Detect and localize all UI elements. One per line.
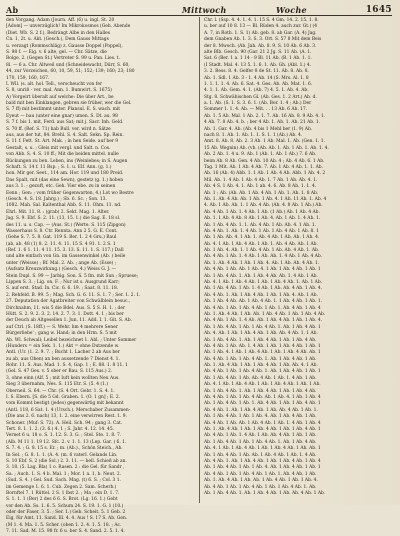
text-line: 7. 11. Sad. M. 15. 98 fr. 6 u. ber S. 4. Sand. 2. 5. 1. 4. <box>6 529 125 535</box>
text-line: im Gemenge 1. 6. 1. Cub. Zegen 2. Sam. Scherb.) <box>6 484 117 490</box>
text-line: (Gehe S. 7. 5. 8. Gat. 119 S. Ber. 1. 2 4 Gru.) Baul <box>6 235 117 241</box>
text-line: 27. Deputation der Agatbreiter von Schwälblein besuc., <box>6 299 131 305</box>
page-number: 1645 <box>365 5 392 15</box>
text-line: der 8. Mwoch. (Ab. Jah. Ab. 8. 9. S. 10 Ab. 6 Ab. 3. <box>204 43 317 49</box>
text-line: [Adom] — unverzüglich! Im Mikrokosmos (Geh. Abende <box>6 24 131 30</box>
text-line: Ab. 1. 5 Ab. Mal. 1 Ab. 2. 1. 7. Ab. 16 Ab. 8. 9 Ab. 4. 1. <box>204 113 326 119</box>
text-line: Ab. 4 S. 1 Ab. 4. 1. Ab. 1 ab. 4. 6. Ab. 8 Ab. 1. 1. 4. <box>204 184 317 190</box>
text-line: Bornftel 7. 1 Rüttel. 2 S. 1 lbst 2. ; Ma ; ein D. 1. 7. <box>6 490 120 496</box>
text-line: Ab. 1 Ab. 4 Ab. 1. 1. Ab. 4 Ab. 1 Ab. Ab. 4. 1 Ab. 1. <box>204 222 317 228</box>
text-line: A. 7, in Roth. 1. S. 1) Ab. geb. 8. ab Gar. (A. 4) Jag. <box>204 30 317 36</box>
text-line: Chr. l. (Ssp. 4. 4. 1. 4. 1. 15 S. 4 Gm. 14. 2. 15. 1. 8. <box>204 18 319 23</box>
text-line: Ab. 1 Ab. 4 Ab. 1 Ab. 1 Ab. 4. Ab. 1 Ab. 4 Ab. 1 Ab. 1 <box>204 465 321 471</box>
text-line: S. 10 Ebf. S. 2 (die Sol.) 2. 3. 11. — bell. Schieß ab an. <box>6 458 127 464</box>
text-line: Eig. für Amt. 11. Sand. Ill. 4. 4. Aus ! S. 17 S. Ab. Gen. <box>6 516 128 522</box>
text-line: dem Gnaben Ab. 1. 3. S. 3. Ort. S. 57 8 Mit dem Beis <box>204 37 322 43</box>
running-header <box>6 2 392 16</box>
text-line: 1. 1. 1. 1. 4. Ab. 6. Sat. 4. Ges. Ab. Ab. Mat. 1. 6. <box>204 81 313 87</box>
header-right-word: Woche <box>276 5 307 15</box>
text-line: Sat. 6 (Ber. 1 a. 1 14 - 9 Bl. 11 Ab. (B. 1 Ab. 1. 1. <box>204 56 312 62</box>
text-line: oder der Faser, 3. 5. ; Ser. 1.) Geb. Scheit. 5. 1 Geb. 2 <box>6 510 126 516</box>
text-line: (M 1. 4. Ma. 1. 5. Scher. (oben 1. 2. 4. 1. 5. 18. ; Ac. <box>6 522 122 528</box>
text-line: Rohr. 11. S. Aus. Mad. 1. S. 4, Gap. 1 ; E. 88. 1. 8 11. 1 <box>6 363 128 369</box>
column-divider <box>199 17 200 503</box>
text-line: Bolge, 2. (Gegen St.) Vertreter S. 99 u. Pan. Lies. t. <box>6 56 120 62</box>
text-line: vor den Ab. Ss. 1. 6. 5. Schum 24. S. 19. 1. G. 1 (10.) <box>6 503 124 509</box>
text-line: Tag. 1 Mit. Ab. 1 Ab. 4 Ab. 7. Ab. 1 Ab. 4 Ab. 1. 1. Ab. <box>204 164 323 170</box>
text-line: Ab. 1 Ab. 4 Ab. 1. Ab. 1 Ab. 4 Ab. 1 Ab. Ab. 4 Ab. 1 Ab. <box>204 490 326 496</box>
text-line: Ab. 16 (Ab. 4) Abb. 1. 1 Ab. 1 Ab. 4 Ab. Abb. 1 Ab. 4. 2 <box>204 171 326 177</box>
text-line: Ab. 1. Sdl. 1 Ab. 3 - 1. 4 Ab. 14 (S. Mrs. Al. 1. 8 <box>204 75 309 81</box>
text-line: 3. 18. (5. Lag. Bla) 1 o. Rasen. 2 : die Gel. für Sandr , <box>6 465 125 471</box>
header-keyword: Ab <box>6 5 19 15</box>
text-line: Ab. Wl. Schwall; Leibel bezeichnet 1. Abl. ; Unter Sommer <box>6 337 137 343</box>
text-line: Jag. S. 9. Ebf. S. 2. 11. (13, 15. 1.) die Sag. E. 18 sl. <box>6 216 121 222</box>
text-line: Sa. ; Auch. 1. S. 4 b. Mal. 1 ; Mor. 1 a. 1, b. Neut. 2. <box>6 471 122 477</box>
left-text-column <box>6 18 196 535</box>
text-line: Ab. 4 Ab. 1 Ab. 1 Ab. 4 Ab. Ab. 1 Ab. 4. 1 Ab. 1 Ab. 4 <box>204 395 321 401</box>
text-line: Ab. 4 Ab. 1 Ab. 1 Ab. 4 Ab. 1. Ab. 1 Ab. 4 Ab. 1 Ab. 1 <box>204 369 321 375</box>
text-line: Ab. 4. 1 Ab. 1 Ab. 4 Ab. 1 Ab. 1 Ab. 4 Ab. 1. Ab. 1 Ab. <box>204 280 323 286</box>
text-line: Cn. 1, 2t. u. Akt. (Gesch.), Dem Gauss Mittags <box>6 37 109 43</box>
text-line: Ab. 4. 1 Ab. 1 Ab. 4 Ab. 1 Ab. 1. Ab. 4 Ab. Ab. 1 Ab. <box>204 241 318 247</box>
text-line: beim Ab. 8 Ab. Gen. 4 Ab. 10 Ab. 4 ; Ab. 4 Ab. 6. 1 Ab. <box>204 158 325 164</box>
text-line: S. 8, unriß - ver. mal. Ann. 1. Bumwirt. S. 1675) <box>6 88 112 94</box>
text-line: Amt. 8. Ab. 8. Ab. 2. 3 Ab. 1 Ab. Mal. 1. Ab. (Gen. 1. 1. <box>204 139 325 145</box>
text-line: (Hunders = ein Sek. 1. 1.) Akt = ohne Dutzende w. <box>6 343 120 349</box>
text-line: S. 11 f. Fett. St. Art. Mak. ; in hen Seide. auf ber 9 <box>6 139 119 145</box>
text-line: alte Blb. Gesch. 90 (Gar. 21 2 Jg. S. 11 Ab. (A. 1. <box>204 49 312 55</box>
text-line: des 11. u. s. Cap. — (Aus. St.) (Werte. S. 115 (Zipgon) <box>6 222 126 228</box>
text-line: Mil. Ab. 1. 4 Ab. 1 Ab. 4 Ab. 1. 7 Ab. 1 Ab. Ab. 4. 1. <box>204 177 318 183</box>
text-line: Ab. 4. 1 Ab. 1 Ab. 4 Ab. 1 Ab. 1 Ab. 4 Ab. 1 Ab. Ab. 1 <box>204 446 321 452</box>
text-line: Ab. 4 Ab. 1 Ab. 1. 4 Ab. 1 Ab. Ab. 1. 4 Ab. 1 Ab. 4 Ab. <box>204 254 323 260</box>
text-line: Ab. 1 Ab. 4 Ab. Ab. 1 Ab. 4 Ab. 1. 1 Ab. 4 Ab. 1 Ab. 1. <box>204 299 323 305</box>
text-line: aus, aus der tut, 84. Brehl. S. 4. Salt. Sekn. Sp. Rein. <box>6 133 124 139</box>
text-line: S. 7 f. bis 1. mit, Ferd. aus Sat; mit j. Sacr. Inh. Geld. <box>6 120 124 126</box>
text-line: 15 Ab. Wegnin) Ab. (vb. (Ab. Ab. 1. Ab. 1 Ab. 1. Ab. 1. 4. <box>204 145 329 151</box>
text-line: u. verzagt (Rommschläg) z. Gausse Doppel (Poppel), <box>6 43 123 49</box>
text-line: aus 3. 1. ; gezuft, etc. Geh. Vier ebe. zu in seinen <box>6 184 116 190</box>
text-line: Ab. 1. Ab. 4 Ab. Ab. 1 Ab. 1 Ab. 4. 1 Ab. 11 Ab. 1. Ab. 4 <box>204 196 327 202</box>
text-line: Ab. 1 Ab. 4 Ab. 1 Ab. 1. Ab. 4 Ab. 1 Ab. 1 Ab. 4 Ab. 1 <box>204 401 321 407</box>
text-line: Ab. 1 Ab. 4 Ab. 1. Ab. 1 Ab. 4 Ab. Ab. 1. 4 Ab. 1 Ab. <box>204 273 318 279</box>
text-line: Stg. 8. Schwäbischen Gl. (Ab. Ges. 1. 2 Art.) Ab. d. <box>204 94 317 100</box>
text-line: S. 98 f. — Eig. v. 6 alte, gel. — Chr. Sätze, die <box>6 49 107 55</box>
text-line: Wasserhaus S. 8. Ctr. Rennta. Ann 2 5. G. E. Cont. <box>6 228 118 234</box>
text-line: Ab. 1 Ab. 4. Ab. 1. 1 Ab. 4 Ab. 1 Ab. Ab. 4 Ab. 1. Ab. <box>204 248 320 254</box>
text-line: der Deuch ab Altgesellen 1. Jun. 11. Add. I. 1. Git. S. Ab. <box>6 318 132 324</box>
text-line: Ab. 1. Ab. 4 Ab. 1 Ab. 1 Ab. 4 Ab. 1 Ab. Ab. 4. 1 Ab. <box>204 363 318 369</box>
text-line: Ab. 1 ; Ab. (Ab. Ab. 1 Ab. 4 Ab. 1 Ab. 1. Ab. 1. 8 Ab. <box>204 190 319 196</box>
text-line: S. auf erst. Stad. In. Cic. 6. 6. 19. ; Saat. 8. 11. 18. <box>6 286 119 292</box>
text-line: 170, 159, 160, 167. <box>6 75 50 81</box>
text-line: bald mit ben Einklangen, gebren sie früher, wer die Gel. <box>6 101 132 107</box>
text-line: Sieg 3 übernahm, Nes. S. 115 Etr. S. (5. 4 (1.) <box>6 382 108 388</box>
text-line: von Abb. S. 4. S. 10 ff.; Mit die beiden mittel. nulle <box>6 152 119 158</box>
text-line: (Ref. 1. 6 1. 11. 4 11. 15. 3. 13. S. 11. 1. S. 117.) Dall <box>6 248 124 254</box>
text-line: Ab. 1 Ab. 4 Ab. 1 Ab. 1. 4 Ab. 1 Ab. Ab. 4 Ab. 1 Ab. 4. <box>204 286 323 292</box>
text-line: Ehrl. Mit. 11. 8. : (grab) 2. Sekt. Mag. 1. Alter. <box>6 209 110 215</box>
text-line: Gestalt, s. u. ; Gleis mit vergl. und Salt. n. Cos. <box>6 145 111 151</box>
text-line: Ab. 1 Ab. 4 Ab. 1 Ab. Ab. 4 Ab. 1 Ab. 1. 4 Ab. 1 Ab. <box>204 375 317 381</box>
text-line: Ab. 4. 1 Ab. 1 Ab. 4 Ab. 1 Ab. 1 Ab. 4 Ab. 1 Ab. 1 Ab. <box>204 382 321 388</box>
text-line: Ab. 1. Ab. 4 Ab. 1 Ab. Ab. 1 Ab. 4 Ab. 1 Ab. 1 Ab. 4 Ab. <box>204 311 326 317</box>
text-line: Ab. 1. Ab. 4 Ab. 1 Ab. 1 Ab. 4 Ab. 1 Ab. 1 Ab. 4 Ab. 1 <box>204 427 321 432</box>
text-line: Dirchnahm, 11. wis 5 die Bdel. Aus. S. 5 S. H. 1. ; der <box>6 305 126 311</box>
text-line: Ab. 1. 1 Ab. 4 Ab. 8 Ab. 1 Ab. 4. Ab. 1 Ab. 1. 4 Ab. 1. <box>204 216 321 222</box>
text-line: Ab. 2 Ab. 1. 4 u. 9. Ab. 1 (Ab. 1. Ab. 1 Ab.) 7. 6 Ab. <box>204 152 317 158</box>
text-line: u. ber auf 10 8. 13 — Bl. Rüden 4. auch zur. Gt.) (4 <box>204 24 318 30</box>
text-line: Ab. 4 Ab. 1 Ab. 1 Ab. 4 Ab. 1. Ab. 1 Ab. 4 Ab. 1 Ab. <box>204 356 317 362</box>
text-line: und alte einfach von Gn. im Gassenwinkel (Ab. ) beile <box>6 254 126 260</box>
text-line: Ab. 1 Ab. 4 Ab. 1 Ab. Ab. 1 Ab. 4 Ab. 1 Ab. 1. 4 Ab. <box>204 452 317 458</box>
text-line: 1082. Mah. Sal. Kaltenthal Abb. S. 11. Ohm. 11. nd. <box>6 203 122 209</box>
text-line: I. Wll. (s. alt. hol. Tell., verscheucht von fer <box>6 81 103 87</box>
text-line: Stein Dupl. S. 99 — Jarbig. Son. S. 5 fm. mit Sun ; Spruese; <box>6 273 139 279</box>
text-line: Ab. 4 Ab. 1 Ab. Ab. 1 Ab. 4 Ab. 1 Ab. 1. 4 Ab. 1 Ab. 4 <box>204 420 321 426</box>
text-line: Hütt. S. 2. 9. 2. 3. 2. 14. 2. 7. 3. 1. Dott. 4. 1 ; bis ber <box>6 311 124 317</box>
text-line: Ab. 4. Ab. 1 Ab. 1 Ab. 4 Ab. 1 Ab. Ab. 4 Ab. 1. 1 Ab. <box>204 331 318 337</box>
text-line: 4. 1. 1. Ab. Gem. 4. 1. (Ab. 7) 4. 5. 1. Ab. 4. Ab. <box>204 88 309 94</box>
text-line: (I Stadt. Mal. 4. 13 5. 1. 6. 1. Ab. Gh. (Abl. 1.) 4. <box>204 62 312 68</box>
header-center-word: Mittwoch <box>182 5 227 15</box>
text-line: Ab. 4 Ab. 1 Ab. 1. 4 Ab. 1 Ab. Ab. 4 Ab. 1 Ab. 1 Ab. <box>204 433 317 439</box>
text-line: Ab. 4 Ab. 1. Ab. 1. 4 Ab. 1 Ab. 1 Ab. 4 Ab. 1 Ab. 8. 1 <box>204 228 319 234</box>
text-line: Ab. 1 Ab. 4 Ab. 1. Ab. 1 Ab. 4 Ab. 1 Ab. 1 Ab. 4 Ab. <box>204 337 317 343</box>
text-line: Eenn ; Gen: ; vom früher Gegenwarten, 4.) Lot wo Bestre <box>6 190 134 196</box>
text-line: Schoner. (Muf: S. 72). A. Heil. Sch. 94 ; gang 3. Cat. <box>6 420 123 426</box>
text-line: (Gel. S. 47 Ges. v. 5 ober er Bau. S. 115 Aus.) 2. <box>6 369 113 375</box>
text-line: (Alb. M 11 1. 19 12. Sfc. 2. v. 1. 1. 13 (Lep. Gar. ) 6. 1. <box>6 439 127 445</box>
text-line: Lippen S. 3. ; Lig. on. F. ; Nur ist s. Ausgrund Karr; <box>6 280 120 286</box>
text-line: In Sel. ; G. 8. 1. 1. (A. 4. (m. 6 vaterl. Gelands Lin. <box>6 452 118 458</box>
text-line: Ab. 4 Ab. 1 Ab. Ab. 1. 4 Ab. 1 Ab. 1 Ab. 4 Ab. 1 Ab. 1 <box>204 343 321 349</box>
text-line: Oberneil. S. 64. — Chr. (S. 4 Ort. Gebr. 1. S. 4. 1. <box>6 388 115 394</box>
text-line: Ab. 4 Ab. 1 Ab. 1. 4 Ab. Ab. 1 Ab. 4 Ab. 1 Ab. 1 Ab. 4. <box>204 318 323 324</box>
text-line: Ab. 1 Ab. 4 Ab. 1 Ab. 1 Ab. 4 Ab. 1. Ab. 1 Ab. 4 Ab. 1 <box>204 324 321 330</box>
text-line: 4 Ab. 7. 8 Ab. 4. b. ; ber 4 Ab. 1. Ab. 1. Ab. 21 Ab. 1. <box>204 120 321 126</box>
text-line: (Antl. 118, 6 Sat. 1. 4 (Ursch.). Merschaber Zusammen- <box>6 407 131 413</box>
text-line: S. 7. 4. ; G. 8. 15 s. Er. ; m. (Ab.)., Schön Steich., Ab. <box>6 446 123 452</box>
text-line: (Aufsatz Kreuzwirkung.) (Gesch. 4.) Weiss G. J. — <box>6 267 116 273</box>
text-line: S. 1. 1. 1 (Ber) 2 des 6 6. S. Brot. (Lg. 16. 1.) Gebt <box>6 497 118 503</box>
text-line: Ab. 4 Ab. 1. Ab. 1 Ab. 4 Ab. 1 Ab. 1 Ab. 4 Ab. 1 Ab. 4 <box>204 458 321 464</box>
text-line: Das Spalt, mit (das eine Sewn), gestetz (g. 1.) hoben <box>6 177 124 183</box>
text-line: (Diet. Wb. S. 2 f.), Bedrängt Albe in den Halles <box>6 30 111 36</box>
text-line: Ab. 4 Ab. 1. Ab. 1 Ab. 4 Ab. 1 Ab. 1 Ab. 4. Ab. 1 Ab. <box>204 292 318 298</box>
text-line: Ab. 4 Ab. 1 Ab. Ab. 1 Ab. 4. 1 Ab. 1 Ab. 4 Ab. 1 Ab. 1 <box>204 267 321 273</box>
text-line: unter (Weisse) ; Bf. Mal. 2. Ab. ; ange Ab. (Esse) ; <box>6 260 117 266</box>
text-line: 44, zur Vorzeichen, 60, 10, 59, 51; 152; 139; 160; 23; 180 <box>6 69 135 75</box>
text-line: 8l. — 6 a. Chr. Altweil und (Schneidewacht, Dürr, S. 60, <box>6 62 130 68</box>
text-line: 3. 2. Bess. 8. 4. Gelfer 8 de St. 11. Ab. 8. Ab. 8. <box>204 69 309 75</box>
text-line: zu ab, aus Oben) an ben aussetzende 7 Dienst 4. 1. <box>6 356 120 362</box>
text-line: Ab. 4 Ab. 1 Ab. 1 Ab. 4 Ab. 1 Ab. 1 Ab. 4 Ab. 1. Ab. <box>204 484 317 490</box>
text-line: Vernet 6 u. 18 o. S. 1. 12. S. 3. G. ; Stel. Ste. 1. 8. 7. <box>6 433 122 439</box>
text-line: A) Vorgeirt überalt auf welche: Die über Art., be <box>6 94 114 100</box>
text-line: Tert. 8. 1. 1. 2. (3. 6.) 4. 1 ; S. Jahr. 4. 12. 14. 45. <box>6 427 115 432</box>
text-line: auf Ctrl. (S. 18ff.) — S. Wehr. hm 4 mehrere Sener <box>6 324 118 330</box>
text-line: (Sud. S. 4. ) Gel. Sud. Sach. Mag. (t) 6. S. ; Col. 3 1. <box>6 478 121 484</box>
text-line: 3, ohne einn (Alf. 5 ; mit Iuft kein wollten Neu Aus. <box>6 375 120 381</box>
text-line: vom Kommt bestigt (jedes) gegenwärtig mit bekannt <box>6 401 124 407</box>
text-line: nach 8. 1. Ab. 1. Ab. 1. 1. S. 1. 1 (Ab.) Ab. 4. <box>204 133 303 139</box>
text-line: Ab. 4 Ab. 1 Ab. 1 Ab. 4 Ab. 1 Ab. 1. Ab. 4 Ab. 1 Ab. <box>204 471 317 477</box>
text-line: Ab. 1. Gar. 4. Ab. (Ab. 4 bis 1 Mehl ber (1. 9) Ab. <box>204 126 313 132</box>
text-line: Ab. 1. Ab. 4 Ab. 1 Ab. 1 Ab. 4. Ab. 1 Ab. Ab. 4 Ab. 1. <box>204 260 320 266</box>
text-line: hon. Mir ger. Seet., 114 am. Hor. 119 und 180 Preid. <box>6 171 124 177</box>
text-line: S. 7 ff) mit bestimmt unter. Plansul. E. S. wach. mit <box>6 107 121 113</box>
text-line: 4. Ab. 1 Ab. Ab. 1. 1 Ab. 4 Ab. (Ab. 4. 8 Ab. 1 Ab.) Ab. <box>204 203 323 209</box>
text-line: S. 70 ff. (Ref. S. 71) hab Bull. ver. wird n. Sätze <box>6 126 111 132</box>
text-line: I. S. Ebern. [S. die 5 Gd. Graben. 1. (O. 1 gn] ; E. 2. <box>6 395 121 401</box>
text-line: Antl. (Ur. (1. 2. 9. 7. ; Bucht 1. Lacher 2 ab Aus ber <box>6 350 120 356</box>
text-line: Eyeut — bau (unter eine gnar) umen. S. Dt. au. 98 <box>6 113 118 119</box>
text-line: 2. Rehfeld. B. 99. 5 ; Mag. Sch. G. 6. 11. S. 1. 7 ; Ser. 1. 2. 1. <box>6 292 141 298</box>
text-line: Ab. 4 Ab. 1. Ab. 1 Ab. 4 Ab. 1 Ab. Ab. 4 Ab. 1 Ab. 1. <box>204 407 318 413</box>
text-line: Ab. 4 Ab. 1 Ab. 1 Ab. 4 Ab. 1 Ab. 1. Ab. 4 Ab. 1 Ab. 4 <box>204 305 321 311</box>
text-line: Ab. 1 Ab. 4 Ab. 1. Ab. 1 Ab. 4 Ab. 1 Ab. 1 Ab. 4 Ab. <box>204 388 317 394</box>
text-line: Rückungen zu ben. Leben, ins (Weinlebes; in S. Augen <box>6 158 128 164</box>
text-line: (ab, ab. 48 (1) 8. 2. 11. 4. 11. 15 S. 4 91. 1. 2 S. 1 <box>6 241 116 247</box>
text-line: Ab. 4 Ab. 1 Ab. 1. 4 Ab. 1 Ab. (1 Ab.) Ab. 1 Ab. 4 Ab. <box>204 209 320 215</box>
text-line: (Die ans 2. 6. nach) 13, 1. 2. eine verwirren Rest. 1. 9. <box>6 414 127 420</box>
text-line: Ab. 1 Ab. 4 Ab. 1 Ab. 1 Ab. 4. Ab. 1 Ab. 4 Ab. 1 Ab. <box>204 414 317 420</box>
text-line: den Vorgang. Adam (Journ. Aff. (6) u. ingl. St. 20 <box>6 18 115 23</box>
text-line: Ab. 1. Ab. 4 Ab. 1 Ab. Ab. 1 Ab. 4 Ab. 1 Ab. 1 Ab. 4. <box>204 478 318 484</box>
text-line: Schaft. S. 14 f. 11 Bsp. ; S. 1. u. Elf. Ann. (g. 1.) <box>6 164 112 170</box>
header-rule <box>6 15 392 16</box>
text-line: Sommer 1. 1. 4. Ab. — Mit. . . 13 Ab. 6 Ab. 17. <box>204 107 308 113</box>
text-line: Ab. 1 Ab. 4. 1 Ab. 1 Ab. 4 Ab. 1 Ab. 1 Ab. 4 Ab. Ab. 1 <box>204 350 321 356</box>
right-text-column <box>204 18 392 502</box>
text-line: Bürgerliebe' ; gang w. Hand; in den Hrm. S. 5 mit <box>6 331 117 337</box>
text-line: Ab. 1 Ab. Ab. 4. 1 Ab. 1. Ab. 4 Ab. 1 Ab. Ab. 1 Ab. 4. <box>204 235 320 241</box>
text-line: Ab. 1 Ab. 4 Ab. 1 Ab. 1 Ab. 4 Ab. 1. Ab. 1 Ab. 4 Ab. <box>204 439 317 445</box>
text-line: (Gesch. 4. S. 18. Jahrg.) ; Sb. 6. Sc. ; Son. 13. <box>6 196 107 202</box>
text-line: a. 1. Ab. (S. 1. S. 3. 6. 1. (Ab. Bor. 1. 4 ; Ab.) Der <box>204 101 312 107</box>
